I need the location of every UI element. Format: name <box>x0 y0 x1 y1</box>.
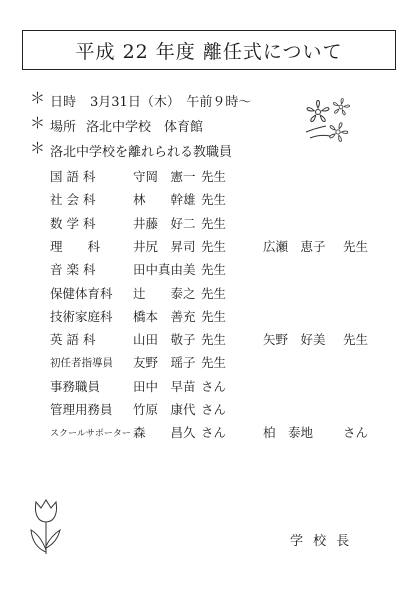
staff-department: 理 科 <box>50 238 101 254</box>
staff-department: スクールサポーター <box>50 429 131 440</box>
staff-name-second: 柏 泰地 <box>263 425 314 441</box>
staff-honorific-second: 先生 <box>343 332 369 348</box>
staff-name-second: 広瀬 恵子 <box>263 238 326 254</box>
info-datetime <box>30 91 251 110</box>
staff-name: 井尻 昇司 <box>133 238 196 254</box>
staff-honorific: 先生 <box>201 308 227 324</box>
staff-department: 数 学 科 <box>50 215 96 231</box>
staff-honorific: さん <box>201 402 227 417</box>
staff-honorific: 先生 <box>201 332 227 348</box>
staff-honorific: 先生 <box>201 355 227 371</box>
staff-name: 橋本 善充 <box>133 308 196 324</box>
cherry-blossom-icon <box>296 92 364 150</box>
asterisk-icon: ＊ <box>30 114 46 132</box>
staff-name: 森 昌久 <box>133 425 196 441</box>
place-value: 洛北中学校 体育館 <box>86 120 204 135</box>
staff-name: 友野 瑶子 <box>133 355 196 371</box>
staff-honorific-second: さん <box>343 425 369 441</box>
staff-name: 田中真由美 <box>133 262 196 278</box>
staff-department: 社 会 科 <box>50 192 96 208</box>
staff-department: 初任者指導員 <box>50 357 113 370</box>
staff-honorific: 先生 <box>201 215 227 231</box>
staff-department: 英 語 科 <box>50 332 96 348</box>
staff-department: 保健体育科 <box>50 285 113 301</box>
principal-signature: 学 校 長 <box>290 534 353 549</box>
staff-honorific: 先生 <box>201 169 227 184</box>
staff-honorific-second: 先生 <box>343 238 369 254</box>
staff-department: 音 楽 科 <box>50 262 96 278</box>
staff-department: 技術家庭科 <box>50 308 113 324</box>
staff-name: 竹原 康代 <box>133 402 196 417</box>
staff-name-second: 矢野 好美 <box>263 332 326 348</box>
staff-honorific: 先生 <box>201 285 227 301</box>
staff-honorific: さん <box>201 378 227 394</box>
list-heading: 洛北中学校を離れられる教職員 <box>50 145 233 160</box>
staff-name: 林 幹雄 <box>133 192 196 208</box>
staff-name: 井藤 好二 <box>133 215 196 231</box>
staff-honorific: 先生 <box>201 262 227 278</box>
staff-department: 事務職員 <box>50 378 101 394</box>
datetime-value: 3月31日（木） 午前９時～ <box>90 95 252 110</box>
staff-name: 山田 敬子 <box>133 332 196 348</box>
staff-honorific: 先生 <box>201 192 227 208</box>
info-place <box>30 116 203 135</box>
staff-name: 田中 早苗 <box>133 378 196 394</box>
datetime-label: 日時 <box>50 95 77 110</box>
staff-name: 辻 泰之 <box>133 285 196 301</box>
info-list-heading <box>30 141 232 160</box>
staff-department: 国 語 科 <box>50 169 96 184</box>
staff-department: 管理用務員 <box>50 402 113 417</box>
asterisk-icon: ＊ <box>30 89 46 107</box>
staff-name: 守岡 憲一 <box>133 169 196 184</box>
tulip-icon <box>26 496 66 558</box>
page-title: 平成 22 年度 離任式について <box>22 30 396 70</box>
staff-honorific: 先生 <box>201 238 227 254</box>
staff-honorific: さん <box>201 425 227 441</box>
place-label: 場所 <box>50 120 77 135</box>
asterisk-icon: ＊ <box>30 139 46 157</box>
